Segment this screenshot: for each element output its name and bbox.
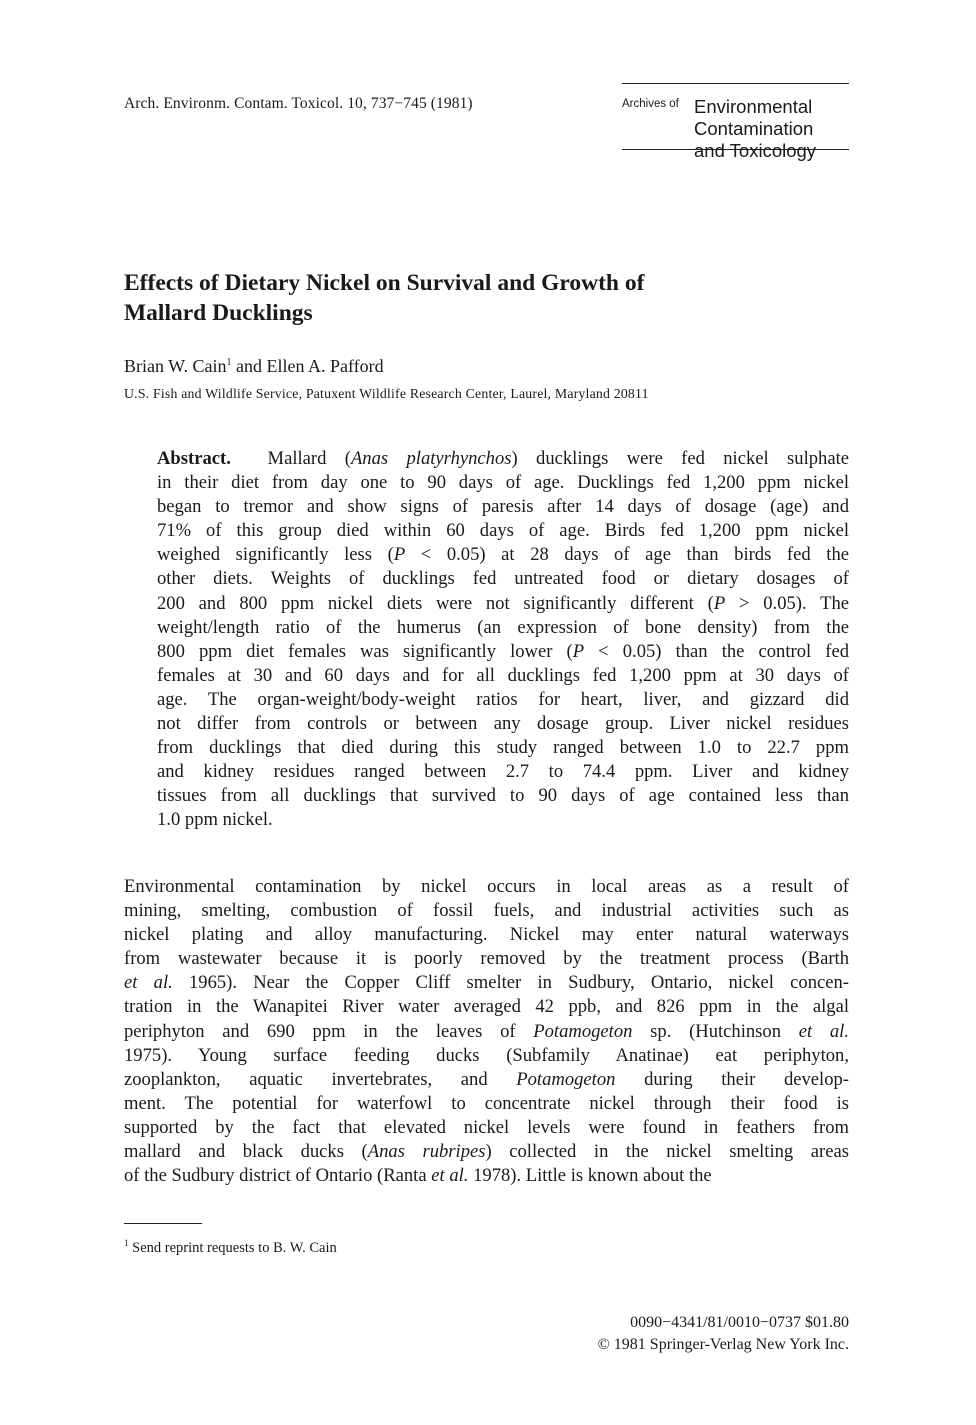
italic-term: Potamogeton	[516, 1068, 616, 1090]
text-run: 1978). Little is known about the	[468, 1165, 712, 1187]
text-run: 1975). Young surface feeding ducks (Subfamily Anatinae) eat periphyton,	[124, 1044, 849, 1066]
journal-name-line1: Environmental	[694, 96, 813, 117]
text-line	[157, 471, 849, 495]
footnote-marker: 1	[124, 1238, 129, 1248]
italic-term: Anas platyrhynchos	[350, 448, 512, 469]
affiliation: U.S. Fish and Wildlife Service, Patuxent Wildlife Research Center, Laurel, Maryland 20811	[124, 386, 649, 401]
text-line	[124, 1140, 849, 1164]
journal-masthead	[622, 83, 849, 161]
text-run: < 0.05) than the control fed	[584, 640, 850, 662]
journal-name-line2: Contamination	[694, 118, 814, 139]
text-run: Environmental contamination by nickel occurs in local areas as a result of	[124, 876, 849, 897]
italic-term: P	[713, 592, 726, 614]
text-run: and kidney residues ranged between 2.7 to 74.4 ppm. Liver and kidney	[157, 761, 849, 783]
text-line	[124, 1116, 849, 1140]
text-run: from ducklings that died during this study ranged between 1.0 to 22.7 ppm	[157, 737, 849, 759]
text-line	[124, 1092, 849, 1116]
text-run: not differ from controls or between any dosage group. Liver nickel residues	[157, 713, 849, 735]
copyright-notice: © 1981 Springer-Verlag New York Inc.	[597, 1336, 849, 1353]
text-run: 1965). Near the Copper Cliff smelter in Sudbury, Ontario, nickel concen-	[172, 972, 849, 994]
imprint	[598, 1312, 849, 1356]
text-line	[157, 784, 849, 808]
text-run: > 0.05). The	[725, 592, 849, 614]
author-joiner: and	[231, 356, 267, 376]
text-run: during their develop-	[615, 1068, 849, 1090]
author-name: Brian W. Cain	[124, 356, 227, 376]
text-run: 200 and 800 ppm nickel diets were not significantly different (	[157, 592, 714, 614]
italic-term: Anas rubripes	[367, 1141, 486, 1163]
text-run: of the Sudbury district of Ontario (Ranta	[124, 1165, 432, 1187]
text-run: zooplankton, aquatic invertebrates, and	[124, 1068, 517, 1090]
text-run: females at 30 and 60 days and for all ducklings fed 1,200 ppm at 30 days of	[157, 664, 849, 686]
text-run: sp. (Hutchinson	[632, 1020, 799, 1042]
text-run: mining, smelting, combustion of fossil fuels, and industrial activities such as	[124, 900, 849, 922]
author-list	[124, 356, 384, 377]
text-line	[157, 664, 849, 688]
text-line	[157, 712, 849, 736]
text-run: from wastewater because it is poorly removed by the treatment process (Barth	[124, 948, 849, 970]
journal-prefix: Archives of	[622, 98, 679, 110]
italic-term: P	[393, 544, 406, 566]
text-line	[157, 567, 849, 591]
text-run: other diets. Weights of ducklings fed untreated food or dietary dosages of	[157, 568, 849, 590]
text-line	[124, 995, 849, 1019]
text-run: in their diet from day one to 90 days of age. Ducklings fed 1,200 ppm nickel	[157, 472, 849, 494]
text-line	[124, 875, 849, 899]
text-line	[124, 899, 849, 923]
text-run: age. The organ-weight/body-weight ratios for heart, liver, and gizzard did	[157, 688, 849, 710]
author-name: Ellen A. Pafford	[266, 356, 384, 376]
text-run: ) collected in the nickel smelting areas	[485, 1141, 849, 1163]
text-line	[157, 688, 849, 712]
text-run: ) ducklings were fed nickel sulphate	[511, 448, 849, 469]
text-line	[157, 447, 849, 471]
text-line	[124, 971, 849, 995]
text-line	[124, 1044, 849, 1068]
text-line	[157, 736, 849, 760]
text-run: nickel plating and alloy manufacturing. Nickel may enter natural waterways	[124, 924, 849, 946]
text-run: weight/length ratio of the humerus (an expression of bone density) from the	[157, 616, 849, 638]
abstract	[157, 447, 849, 833]
text-line	[157, 543, 849, 567]
text-run: 800 ppm diet females was significantly lower (	[157, 640, 573, 662]
text-run: 71% of this group died within 60 days of age. Birds fed 1,200 ppm nickel	[157, 520, 849, 542]
text-run: mallard and black ducks (	[124, 1141, 368, 1163]
abstract-heading: Abstract.	[157, 448, 268, 469]
text-line	[124, 1020, 849, 1044]
body-text	[124, 875, 849, 1188]
italic-term: P	[572, 640, 585, 662]
text-run: weighed significantly less (	[157, 544, 394, 566]
title-line: Mallard Ducklings	[124, 300, 313, 326]
text-run: periphyton and 690 ppm in the leaves of	[124, 1020, 534, 1042]
italic-term: et al.	[431, 1165, 469, 1187]
text-line	[124, 1164, 849, 1188]
title-line: Effects of Dietary Nickel on Survival and Growth of	[124, 270, 645, 296]
text-run: Mallard (	[267, 448, 351, 469]
italic-term: et al.	[798, 1020, 849, 1042]
text-line	[157, 519, 849, 543]
text-line	[157, 760, 849, 784]
issn-code: 0090−4341/81/0010−0737 $01.80	[630, 1314, 849, 1331]
italic-term: Potamogeton	[533, 1020, 633, 1042]
footnote-marker: 1	[226, 357, 232, 368]
footnote-divider	[124, 1223, 202, 1224]
journal-name-line3: and Toxicology	[694, 140, 817, 161]
text-line	[157, 495, 849, 519]
text-run: tration in the Wanapitei River water averaged 42 ppb, and 826 ppm in the algal	[124, 996, 849, 1018]
text-line	[157, 808, 849, 832]
text-line	[124, 947, 849, 971]
footnote	[124, 1238, 337, 1257]
footnote-text: Send reprint requests to B. W. Cain	[128, 1240, 337, 1256]
text-line	[157, 616, 849, 640]
text-run: ment. The potential for waterfowl to concentrate nickel through their food is	[124, 1092, 849, 1114]
text-run: supported by the fact that elevated nickel levels were found in feathers from	[124, 1116, 849, 1138]
article-title	[124, 268, 824, 328]
citation-line: Arch. Environm. Contam. Toxicol. 10, 737−745 (1981)	[124, 95, 473, 112]
text-run: tissues from all ducklings that survived to 90 days of age contained less than	[157, 785, 849, 807]
text-line	[157, 640, 849, 664]
text-run: began to tremor and show signs of paresis after 14 days of dosage (age) and	[157, 496, 849, 518]
text-run: < 0.05) at 28 days of age than birds fed the	[405, 544, 849, 566]
italic-term: et al.	[124, 972, 173, 994]
text-line	[157, 592, 849, 616]
text-line	[124, 923, 849, 947]
text-line	[124, 1068, 849, 1092]
text-run: 1.0 ppm nickel.	[157, 809, 273, 831]
